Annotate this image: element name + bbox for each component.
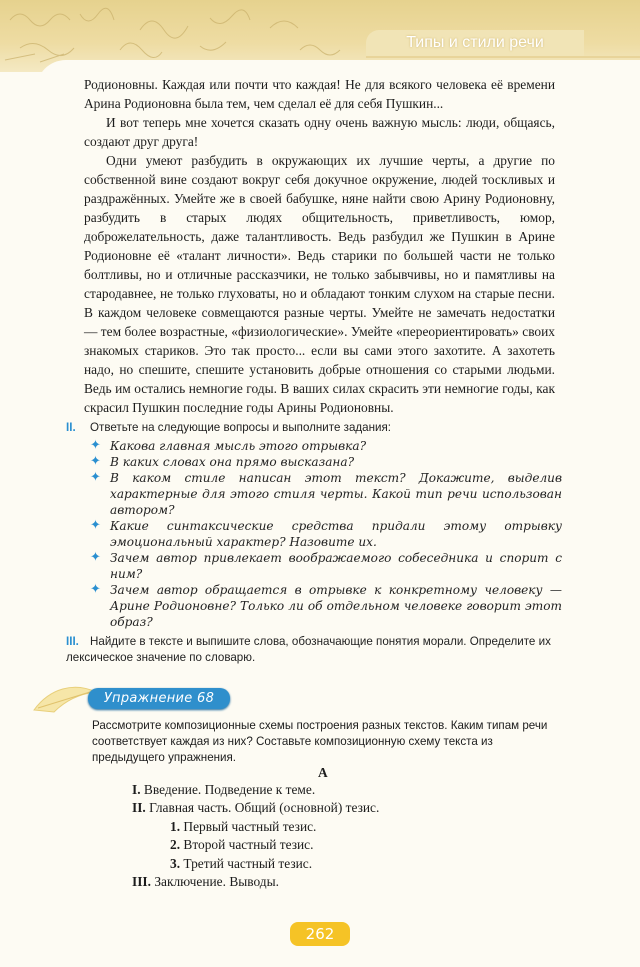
list-item: ✦ В каких словах она прямо высказана?: [90, 454, 355, 469]
question-list: [88, 438, 562, 630]
paragraph: Родионовны. Каждая или почти что каждая! Не для всякого человека её времени Арина Родионовна была тем, чем сделал её для себя Пушкин...: [84, 77, 555, 111]
exercise-header: [30, 678, 240, 718]
scheme-row: 1. Первый частный тезис.: [170, 819, 317, 834]
star-bullet-icon: ✦: [90, 470, 101, 485]
scheme-row: III. Заключение. Выводы.: [132, 874, 279, 889]
task-text: Ответьте на следующие вопросы и выполните задания:: [90, 421, 391, 434]
paragraph: И вот теперь мне хочется сказать одну очень важную мысль: люди, общаясь, создают друг друга!: [84, 115, 555, 149]
task-number: II.: [66, 421, 76, 434]
exercise-instructions: Рассмотрите композиционные схемы построения разных текстов. Каким типам речи соответствует каждая из них? Составьте композиционную схему текста из предыдущего упражнения.: [92, 719, 548, 764]
list-item: ✦ Какие синтаксические средства придали этому отрывку эмоциональный характер? Назовите их.: [90, 518, 562, 549]
chapter-title: Типы и стили речи: [366, 30, 584, 56]
scheme-row: I. Введение. Подведение к теме.: [132, 782, 316, 797]
paragraph: Одни умеют разбудить в окружающих их лучшие черты, а другие по собственной вине создают вокруг себя докучное окружение, людей тоскливых и раздражённых. Умейте же в своей бабушке, няне найти свою Арину Родионовну, разбудить в старых людях общительность, приветливость, юмор, доброжелательность, даже талантливость. Ведь разбудил же Пушкин в Арине Родионовне её «талант личности». Ведь старики по большей части не только болтливы, но и отличные рассказчики, не только забывчивы, но и памятливы на стародавнее, не только глуховаты, но и обладают тонким слухом на старые песни. В каждом человеке совмещаются разные черты. Умейте не замечать недостатки — тем более возрастные, «физиологические». Умейте «переориентировать» своих знакомых стариков. Это так просто... если вы сами этого захотите. А захотеть надо, но спешите, спешите установить добрые отношения со старыми людьми. Ведь им остались немногие годы. В ваших силах скрасить эти немногие годы, как скрасил Пушкин последние годы Арины Родионовны.: [84, 153, 555, 415]
list-item: ✦ В каком стиле написан этот текст? Докажите, выделив характерные для этого стиля черты. Какой тип речи использован автором?: [90, 470, 562, 517]
exercise-label: Упражнение 68: [88, 688, 230, 709]
task-text: Найдите в тексте и выпишите слова, обозначающие понятия морали. Определите их лексическое значение по словарю.: [66, 635, 551, 664]
star-bullet-icon: ✦: [90, 438, 101, 453]
task-3: [66, 634, 560, 666]
scheme-row: 3. Третий частный тезис.: [170, 856, 313, 871]
main-text: [84, 75, 555, 417]
task-2: [66, 420, 560, 436]
star-bullet-icon: ✦: [90, 550, 101, 565]
task-number: III.: [66, 635, 79, 648]
star-bullet-icon: ✦: [90, 582, 101, 597]
scheme-letter: А: [318, 765, 328, 780]
star-bullet-icon: ✦: [90, 454, 101, 469]
list-item: ✦ Какова главная мысль этого отрывка?: [90, 438, 367, 453]
header-rule: [366, 56, 640, 58]
page-number: 262: [290, 922, 350, 946]
scheme-row: II. Главная часть. Общий (основной) тезис.: [132, 800, 380, 815]
list-item: ✦ Зачем автор обращается в отрывке к конкретному человеку — Арине Родионовне? Только ли об отдельном человеке говорит этот образ?: [90, 582, 562, 629]
list-item: ✦ Зачем автор привлекает воображаемого собеседника и спорит с ним?: [90, 550, 562, 581]
star-bullet-icon: ✦: [90, 518, 101, 533]
scheme-row: 2. Второй частный тезис.: [170, 837, 314, 852]
